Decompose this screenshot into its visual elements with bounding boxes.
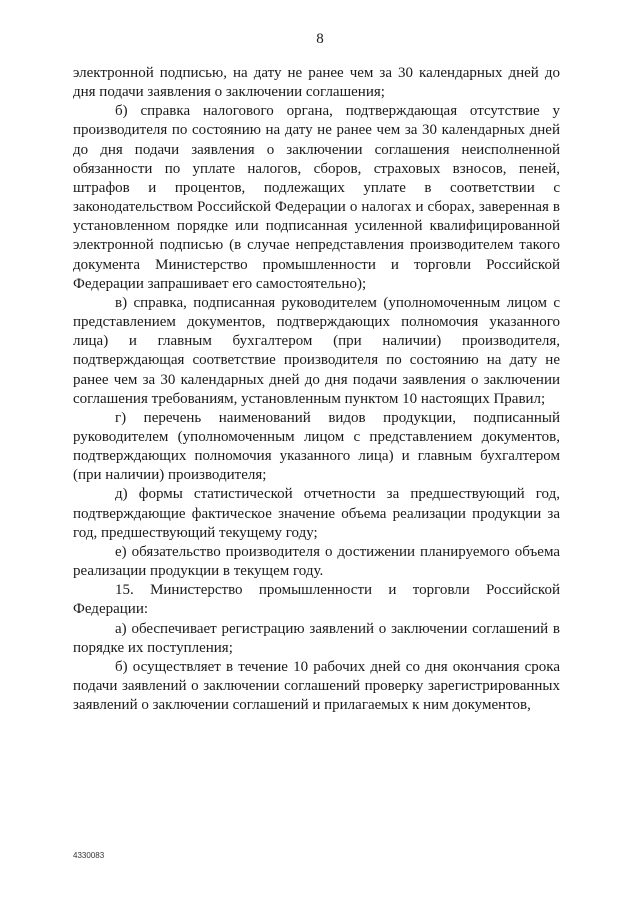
paragraph-continuation: электронной подписью, на дату не ранее чем за 30 календарных дней до дня подачи заявления о заключении соглашения; [73, 65, 560, 101]
paragraph-d: д) формы статистической отчетности за предшествующий год, подтверждающие фактическое значение объема реализации продукции за год, предшествующий текущему году; [73, 486, 560, 541]
page-number: 8 [316, 31, 324, 47]
paragraph-g: г) перечень наименований видов продукции, подписанный руководителем (уполномоченным лицом с представлением документов, подтверждающих полномочия указанного лица) и главным бухгалтером (при наличии) производителя; [73, 409, 560, 484]
paragraph-b: б) справка налогового органа, подтверждающая отсутствие у производителя по состоянию на дату не ранее чем за 30 календарных дней до дня подачи заявления о заключении соглашения неисполненной обязанности по уплате налогов, сборов, страховых взносов, пеней, штрафов и процентов, подлежащих уплате в соответствии с законодательством Российской Федерации о налогах и сборах, заверенная в установленном порядке или подписанная усиленной квалифицированной электронной подписью (в случае непредставления производителем такого документа Министерство промышленности и торговли Российской Федерации запрашивает его самостоятельно); [73, 103, 560, 292]
paragraph-v: в) справка, подписанная руководителем (уполномоченным лицом с представлением документов, подтверждающих полномочия указанного лица) и главным бухгалтером (при наличии) производителя, подтверждающая соответствие производителя по состоянию на дату не ранее чем за 30 календарных дней до дня подачи заявления о заключении соглашения требованиям, установленным пунктом 10 настоящих Правил; [73, 294, 560, 407]
document-body [73, 64, 560, 715]
paragraph-15: 15. Министерство промышленности и торговли Российской Федерации: [73, 582, 560, 618]
document-code: 4330083 [73, 851, 105, 860]
paragraph-e: е) обязательство производителя о достижении планируемого объема реализации продукции в текущем году. [73, 543, 560, 580]
paragraph-15a: а) обеспечивает регистрацию заявлений о заключении соглашений в порядке их поступления; [73, 620, 560, 656]
paragraph-15b: б) осуществляет в течение 10 рабочих дней со дня окончания срока подачи заявлений о заключении соглашений проверку зарегистрированных заявлений о заключении соглашений и прилагаемых к ним документов, [73, 658, 560, 714]
